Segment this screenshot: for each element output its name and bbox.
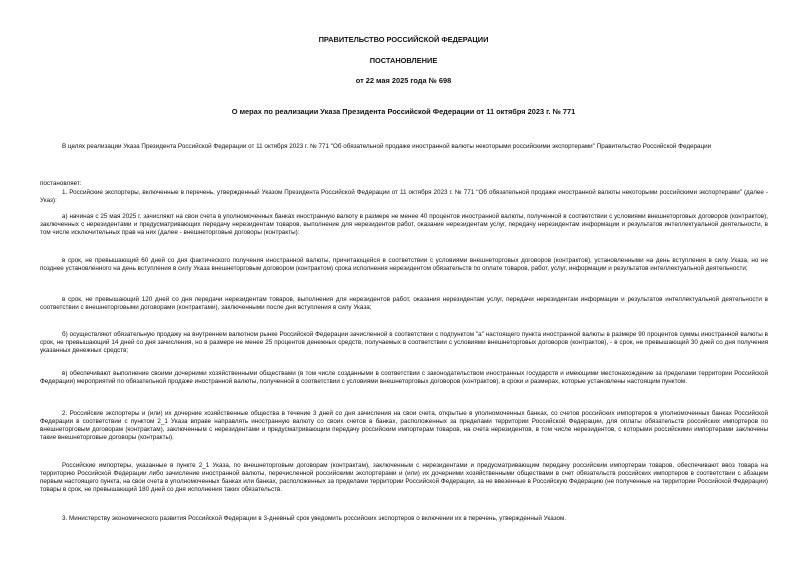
resolves-paragraph: постановляет:	[40, 180, 82, 187]
paragraph-3: 3. Министерству экономического развития Российской Федерации в 3-дневный срок уведомить российских экспортеров о включении их в перечень, утвержденный Указом.	[62, 515, 567, 522]
preamble-paragraph: В целях реализации Указа Президента Российской Федерации от 11 октября 2023 г. № 771 "Об обязательной продаже иностранной валюты некоторыми российскими экспортерами" Правительство Российской Федерации	[62, 143, 712, 150]
document-title: О мерах по реализации Указа Президента Российской Федерации от 11 октября 2023 г. № 771	[231, 107, 576, 116]
paragraph-2-importers: Российские импортеры, указанные в пункте 2_1 Указа, по внешнеторговым договорам (контрактам), заключенным с нерезидентами и предусматривающим передачу российским импортерам товаров, обеспечивают ввоз товара на территорию Российской Федерации либо зачисление иностранной валюты, перечисленной российскими экспортерами и (или) их дочерними хозяйственными обществами в счет обязательств российских импортеров в соответствии с абзацем первым настоящего пункта, на свои счета в уполномоченных банках или банках, расположенных за пределами территории Российской Федерации, за не ввезенные в Российскую Федерацию (не полученные на территории Российской Федерации) товары в срок, не превышающий 180 дней со дня исполнения таких обязательств.	[40, 462, 768, 494]
paragraph-1v: в) обеспечивают выполнение своими дочерними хозяйственными обществами (в том числе созданными в соответствии с законодательством иностранных государств и имеющими местонахождение за пределами территории Российской Федерации) мероприятий по обязательной продаже иностранной валюты, полученной в соответствии с условиями внешнеторговых договоров (контрактов), в сроки и размерах, которые установлены настоящим пунктом.	[40, 370, 768, 386]
document-type-heading: ПОСТАНОВЛЕНИЕ	[369, 56, 438, 65]
paragraph-1b: б) осуществляют обязательную продажу на внутреннем валютном рынке Российской Федерации зачисленной в соответствии с подпунктом "а" настоящего пункта иностранной валюты в размере 90 процентов суммы иностранной валюты в срок, не превышающий 14 дней со дня зачисления, но в размере не менее 25 процентов денежных средств, получаемых в соответствии с условиями внешнеторговых договоров (контрактов), - в срок, не превышающий 30 дней со дня получения указанных денежных средств;	[40, 331, 768, 355]
paragraph-1a-term-120-days: в срок, не превышающий 120 дней со дня передачи нерезидентам товаров, выполнения для нерезидентов работ, оказания нерезидентам услуг, передачи нерезидентам информации и результатов интеллектуальной деятельности в соответствии с внешнеторговыми договорами (контрактами), заключенными после дня вступления в силу Указа;	[40, 296, 768, 312]
document-date-number: от 22 мая 2025 года № 698	[355, 76, 452, 85]
paragraph-1a-term-60-days: в срок, не превышающий 60 дней со дня фактического получения иностранной валюты, причитающейся в соответствии с условиями внешнеторговых договоров (контрактов), установленными на день вступления в силу Указа, но не позднее установленного на день вступления в силу Указа внешнеторговым договором (контрактом) срока исполнения нерезидентом обязательств по оплате товаров, работ, услуг, информации и результатов интеллектуальной деятельности;	[40, 257, 768, 273]
government-heading: ПРАВИТЕЛЬСТВО РОССИЙСКОЙ ФЕДЕРАЦИИ	[318, 35, 489, 44]
paragraph-1: 1. Российские экспортеры, включенные в перечень, утвержденный Указом Президента Российской Федерации от 11 октября 2023 г. № 771 "Об обязательной продаже иностранной валюты некоторыми российскими экспортерами" (далее - Указ):	[40, 189, 768, 205]
paragraph-2: 2. Российские экспортеры и (или) их дочерние хозяйственные общества в течение 3 дней со дня зачисления на свои счета, открытые в уполномоченных банках, со счетов российских импортеров в уполномоченных банках Российской Федерации в соответствии с пунктом 2_1 Указа вправе направлять иностранную валюту со своих счетов в банках, расположенных за пределами территории Российской Федерации, для оплаты обязательств российских импортеров по внешнеторговым договорам (контрактам), заключенным с нерезидентами и предусматривающим передачу российским импортерам товаров, на счета нерезидентов, в том числе нерезидентов, с которыми российскими импортерами заключены такие внешнеторговые договоры (контракты).	[40, 410, 768, 442]
paragraph-1a: а) начиная с 25 мая 2025 г. зачисляют на свои счета в уполномоченных банках иностранную валюту в размере не менее 40 процентов иностранной валюты, полученной в соответствии с условиями внешнеторговых договоров (контрактов), заключенных с нерезидентами и предусматривающих передачу нерезидентам товаров, выполнение для нерезидентов работ, оказание нерезидентам услуг, передачу нерезидентам информации и результатов интеллектуальной деятельности, в том числе исключительных прав на них (далее - внешнеторговые договоры (контракты):	[40, 213, 768, 237]
